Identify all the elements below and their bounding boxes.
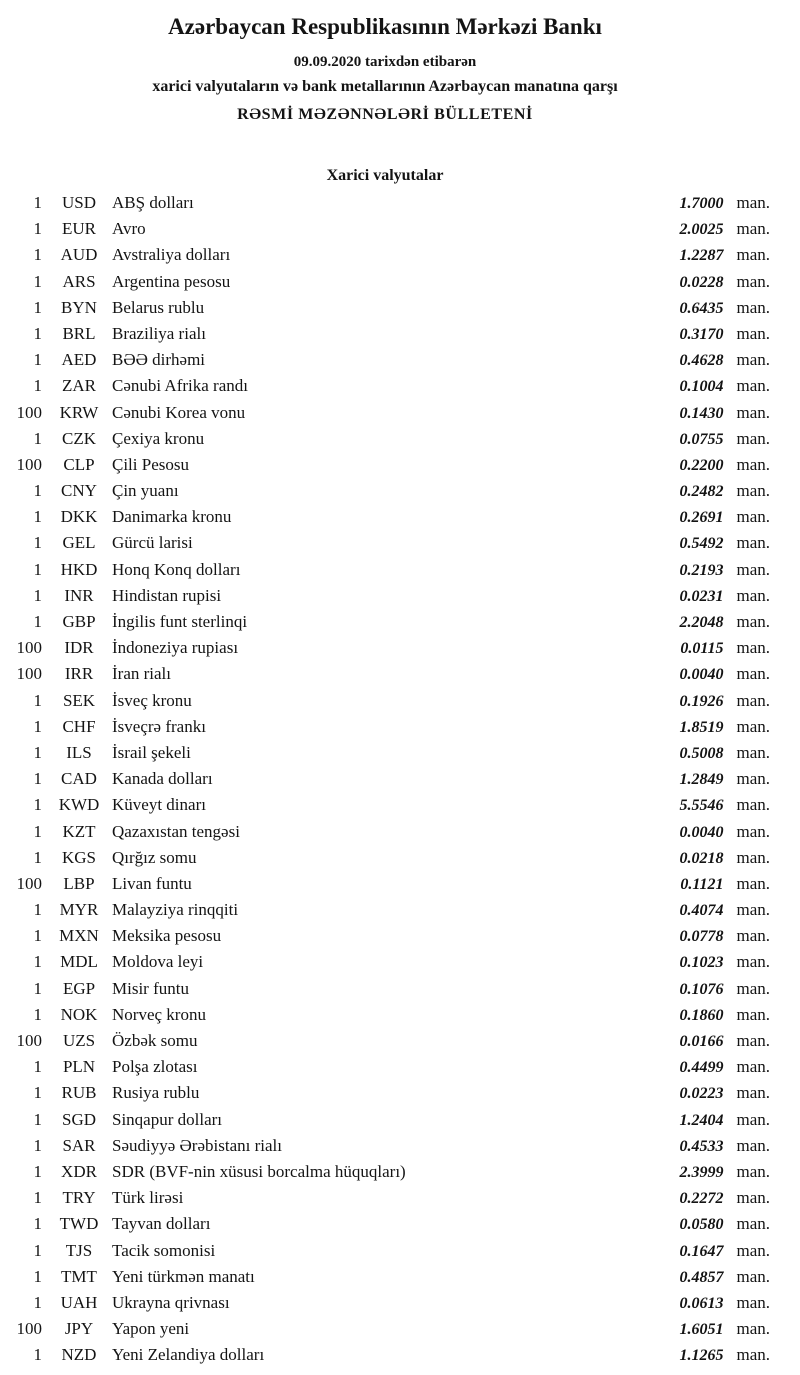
rate-row (0, 1057, 770, 1083)
rate-unit: man. (736, 769, 770, 789)
currency-code: AED (61, 350, 97, 370)
rate-row (0, 1293, 770, 1319)
rate-quantity: 1 (33, 1135, 42, 1155)
currency-code: TMT (61, 1266, 97, 1286)
currency-name: Çili Pesosu (112, 454, 189, 474)
currency-name: İsveç kronu (112, 690, 192, 710)
rate-quantity: 1 (33, 821, 42, 841)
rate-value: 1.7000 (679, 195, 724, 212)
rate-unit: man. (736, 638, 770, 658)
rate-value: 1.2287 (679, 247, 724, 265)
rate-value: 0.1647 (679, 1242, 724, 1260)
rate-unit: man. (736, 323, 770, 343)
currency-code: KGS (61, 847, 96, 867)
rate-row (0, 664, 770, 690)
rate-unit: man. (736, 219, 770, 239)
rate-row (0, 926, 770, 952)
rate-unit: man. (736, 376, 770, 396)
rate-value: 0.0755 (679, 430, 724, 448)
rate-unit: man. (736, 533, 770, 553)
rate-row (0, 1188, 770, 1214)
rate-quantity: 100 (16, 638, 42, 658)
currency-code: KZT (62, 821, 96, 841)
rate-quantity: 100 (16, 1319, 42, 1339)
rate-value: 0.2193 (679, 561, 724, 579)
rate-row (0, 324, 770, 350)
rate-row (0, 219, 770, 245)
rate-unit: man. (736, 507, 770, 527)
currency-name: Livan funtu (112, 873, 192, 893)
rate-value: 0.4074 (679, 902, 724, 920)
rate-value: 0.0613 (679, 1294, 724, 1312)
rate-quantity: 1 (33, 323, 42, 343)
currency-code: SAR (62, 1135, 96, 1155)
rate-quantity: 1 (33, 271, 42, 291)
rate-quantity: 1 (33, 795, 42, 815)
currency-name: İngilis funt sterlinqi (112, 612, 248, 631)
rate-row (0, 795, 770, 821)
rate-row (0, 743, 770, 769)
rate-quantity: 1 (33, 1214, 42, 1234)
currency-code: SGD (61, 1109, 96, 1129)
rate-value: 2.0025 (679, 221, 724, 239)
rate-quantity: 100 (16, 454, 42, 474)
rate-value: 1.2849 (679, 771, 724, 789)
rate-quantity: 1 (33, 1057, 42, 1077)
currency-name: Rusiya rublu (112, 1083, 200, 1103)
rate-row (0, 1083, 770, 1109)
currency-name: Çexiya kronu (112, 428, 205, 448)
currency-name: Meksika pesosu (112, 926, 222, 946)
rate-quantity: 1 (33, 559, 42, 579)
rate-value: 1.1265 (679, 1347, 724, 1365)
rate-value: 0.0115 (680, 640, 724, 658)
rate-quantity: 1 (33, 1004, 42, 1024)
rate-unit: man. (736, 350, 770, 370)
currency-name: İsrail şekeli (112, 742, 191, 762)
rate-unit: man. (736, 926, 770, 946)
rate-value: 0.0778 (679, 928, 724, 946)
rate-value: 0.2482 (679, 483, 724, 501)
currency-code: ARS (62, 271, 96, 291)
currency-name: Özbək somu (112, 1031, 198, 1050)
rate-row (0, 507, 770, 533)
rate-value: 2.3999 (679, 1163, 724, 1181)
rate-unit: man. (736, 1240, 770, 1260)
currency-name: İran rialı (112, 664, 171, 684)
rate-value: 0.5492 (679, 535, 724, 553)
currency-name: Honq Konq dolları (112, 559, 241, 579)
rate-unit: man. (736, 1031, 770, 1050)
rate-quantity: 1 (33, 1345, 42, 1365)
rate-unit: man. (736, 821, 770, 841)
currency-name: Yeni türkmən manatı (112, 1266, 255, 1286)
currency-code: CNY (61, 481, 97, 501)
rate-unit: man. (736, 612, 770, 631)
rate-quantity: 1 (33, 245, 42, 265)
currency-code: GEL (62, 533, 96, 553)
rate-row (0, 533, 770, 559)
rate-quantity: 1 (33, 742, 42, 762)
rate-value: 0.1121 (680, 875, 724, 893)
rate-row (0, 376, 770, 402)
rate-unit: man. (736, 402, 770, 422)
rate-quantity: 1 (33, 1292, 42, 1312)
rate-row (0, 272, 770, 298)
currency-code: PLN (62, 1057, 96, 1077)
rate-row (0, 350, 770, 376)
rate-row (0, 1162, 770, 1188)
currency-code: IDR (64, 638, 94, 658)
currency-code: TJS (65, 1240, 93, 1260)
rate-quantity: 1 (33, 350, 42, 370)
rate-unit: man. (736, 873, 770, 893)
rate-unit: man. (736, 847, 770, 867)
rate-value: 5.5546 (679, 797, 724, 815)
rate-unit: man. (736, 1266, 770, 1286)
rate-quantity: 1 (33, 1240, 42, 1260)
rate-row (0, 1214, 770, 1240)
rate-quantity: 1 (33, 952, 42, 972)
rate-value: 0.0040 (679, 823, 724, 841)
rate-quantity: 100 (16, 402, 42, 422)
rate-value: 0.4499 (679, 1059, 724, 1077)
rate-quantity: 1 (33, 1109, 42, 1129)
rate-row (0, 560, 770, 586)
rate-quantity: 1 (33, 481, 42, 501)
rate-value: 0.1004 (679, 378, 724, 396)
rate-row (0, 1241, 770, 1267)
rate-row (0, 298, 770, 324)
rate-value: 0.4628 (679, 352, 724, 370)
rate-unit: man. (736, 795, 770, 815)
rate-value: 1.8519 (679, 718, 724, 736)
currency-code: TRY (62, 1188, 96, 1208)
rate-row (0, 717, 770, 743)
rate-value: 0.1860 (679, 1006, 724, 1024)
currency-code: ILS (66, 742, 92, 762)
currency-code: CZK (62, 428, 96, 448)
currency-code: IRR (64, 664, 94, 684)
rate-unit: man. (736, 664, 770, 684)
subtitle-line: xarici valyutaların və bank metallarının Azərbaycan manatına qarşı (152, 78, 618, 95)
rate-row (0, 245, 770, 271)
currency-name: Tayvan dolları (112, 1214, 211, 1234)
rate-unit: man. (736, 1292, 770, 1312)
currency-code: MDL (60, 952, 98, 972)
rate-value: 0.2691 (679, 509, 724, 527)
rate-row (0, 193, 770, 219)
currency-code: JPY (64, 1319, 94, 1339)
currency-name: Belarus rublu (112, 297, 205, 317)
rate-quantity: 1 (33, 978, 42, 998)
rate-quantity: 1 (33, 900, 42, 920)
rate-unit: man. (736, 481, 770, 501)
rate-quantity: 100 (16, 1031, 42, 1050)
rate-row (0, 979, 770, 1005)
rate-unit: man. (736, 271, 770, 291)
rate-quantity: 1 (33, 1083, 42, 1103)
rate-row (0, 848, 770, 874)
currency-name: ABŞ dolları (112, 193, 194, 212)
rate-value: 0.1430 (679, 404, 724, 422)
currency-code: AUD (60, 245, 98, 265)
currency-name: Kanada dolları (112, 769, 213, 789)
rate-unit: man. (736, 1109, 770, 1129)
currency-code: KRW (59, 402, 99, 422)
rate-row (0, 691, 770, 717)
currency-name: Ukrayna qrivnası (112, 1292, 230, 1312)
rate-unit: man. (736, 952, 770, 972)
rate-unit: man. (736, 716, 770, 736)
currency-code: XDR (61, 1161, 97, 1181)
rate-quantity: 100 (16, 664, 42, 684)
currency-code: MXN (59, 926, 99, 946)
rate-unit: man. (736, 1083, 770, 1103)
currency-code: DKK (60, 507, 98, 527)
rate-unit: man. (736, 1319, 770, 1339)
rate-quantity: 1 (33, 1266, 42, 1286)
rate-quantity: 1 (33, 716, 42, 736)
rate-row (0, 586, 770, 612)
currency-name: Cənubi Afrika randı (112, 376, 248, 396)
rate-unit: man. (736, 245, 770, 265)
rate-unit: man. (736, 1004, 770, 1024)
bulletin-title: RƏSMİ MƏZƏNNƏLƏRİ BÜLLETENİ (237, 106, 533, 123)
rate-quantity: 1 (33, 507, 42, 527)
rate-quantity: 1 (33, 533, 42, 553)
currency-code: BYN (61, 297, 97, 317)
rate-unit: man. (736, 1161, 770, 1181)
currency-name: Cənubi Korea vonu (112, 402, 246, 422)
currency-name: SDR (BVF-nin xüsusi borcalma hüquqları) (112, 1161, 406, 1181)
rate-unit: man. (736, 900, 770, 920)
rate-value: 0.4533 (679, 1137, 724, 1155)
rate-unit: man. (736, 978, 770, 998)
currency-code: UAH (60, 1292, 98, 1312)
rate-unit: man. (736, 193, 770, 212)
rate-row (0, 403, 770, 429)
rate-unit: man. (736, 742, 770, 762)
rate-unit: man. (736, 559, 770, 579)
currency-name: Misir funtu (112, 978, 189, 998)
currency-name: Səudiyyə Ərəbistanı rialı (112, 1135, 282, 1155)
rate-quantity: 1 (33, 193, 42, 212)
rate-quantity: 1 (33, 1161, 42, 1181)
currency-code: CAD (61, 769, 97, 789)
currency-code: CLP (63, 454, 95, 474)
rate-unit: man. (736, 1345, 770, 1365)
rate-quantity: 1 (33, 219, 42, 239)
rate-value: 0.3170 (679, 325, 724, 343)
currency-name: Tacik somonisi (112, 1240, 216, 1260)
rate-quantity: 1 (33, 769, 42, 789)
currency-name: Gürcü larisi (112, 533, 193, 553)
rate-value: 0.0580 (679, 1216, 724, 1234)
rate-value: 0.0231 (679, 587, 724, 605)
currency-code: USD (61, 193, 96, 212)
rate-unit: man. (736, 454, 770, 474)
date-line: 09.09.2020 tarixdən etibarən (293, 54, 477, 70)
rate-value: 0.1076 (679, 980, 724, 998)
document-header (0, 12, 770, 125)
rate-value: 0.2272 (679, 1190, 724, 1208)
rate-unit: man. (736, 428, 770, 448)
currency-code: BRL (62, 323, 96, 343)
rate-row (0, 1136, 770, 1162)
rate-unit: man. (736, 690, 770, 710)
rate-unit: man. (736, 1214, 770, 1234)
currency-code: SEK (62, 690, 96, 710)
currency-code: UZS (62, 1031, 96, 1050)
rate-quantity: 1 (33, 585, 42, 605)
currency-name: Yapon yeni (112, 1319, 190, 1339)
currency-name: Avro (112, 219, 146, 239)
currency-code: NOK (60, 1004, 98, 1024)
rate-unit: man. (736, 297, 770, 317)
rate-quantity: 1 (33, 690, 42, 710)
currency-code: ZAR (62, 376, 96, 396)
page-title: Azərbaycan Respublikasının Mərkəzi Bankı (168, 14, 602, 39)
section-title: Xarici valyutalar (326, 167, 444, 184)
currency-name: Sinqapur dolları (112, 1109, 223, 1129)
currency-code: RUB (61, 1083, 97, 1103)
rate-row (0, 769, 770, 795)
currency-code: EGP (62, 978, 96, 998)
rate-unit: man. (736, 1135, 770, 1155)
currency-code: INR (64, 585, 94, 605)
rate-value: 0.0218 (679, 849, 724, 867)
rate-value: 0.5008 (679, 744, 724, 762)
rate-row (0, 429, 770, 455)
currency-name: Polşa zlotası (112, 1057, 198, 1077)
rate-row (0, 638, 770, 664)
currency-name: Avstraliya dolları (112, 245, 231, 265)
rate-row (0, 1267, 770, 1293)
rate-row (0, 1110, 770, 1136)
rate-row (0, 455, 770, 481)
rate-row (0, 900, 770, 926)
rate-value: 0.0223 (679, 1085, 724, 1103)
currency-name: İndoneziya rupiası (112, 638, 239, 658)
rate-quantity: 1 (33, 428, 42, 448)
currency-name: Moldova leyi (112, 952, 204, 972)
rate-quantity: 100 (16, 873, 42, 893)
rate-value: 0.1023 (679, 954, 724, 972)
currency-code: TWD (59, 1214, 99, 1234)
rate-unit: man. (736, 585, 770, 605)
rate-value: 0.6435 (679, 299, 724, 317)
currency-code: KWD (58, 795, 100, 815)
currency-code: LBP (63, 873, 95, 893)
rate-quantity: 1 (33, 376, 42, 396)
currency-name: Yeni Zelandiya dolları (112, 1345, 265, 1365)
rate-quantity: 1 (33, 926, 42, 946)
rate-quantity: 1 (33, 612, 42, 631)
rate-value: 1.2404 (679, 1111, 724, 1129)
rate-unit: man. (736, 1057, 770, 1077)
currency-code: NZD (61, 1345, 97, 1365)
currency-name: Malayziya rinqqiti (112, 900, 239, 920)
currency-code: HKD (60, 559, 98, 579)
currency-code: GBP (62, 612, 96, 631)
currency-name: Çin yuanı (112, 481, 179, 501)
rate-value: 0.2200 (679, 456, 724, 474)
rate-value: 0.0166 (679, 1033, 724, 1050)
rate-row (0, 1005, 770, 1031)
currency-name: Qazaxıstan tengəsi (112, 821, 240, 841)
currency-name: Küveyt dinarı (112, 795, 206, 815)
rate-value: 0.0040 (679, 666, 724, 684)
currency-code: MYR (59, 900, 99, 920)
rate-value: 2.2048 (679, 614, 724, 631)
currency-name: Türk lirəsi (112, 1188, 184, 1208)
currency-name: BƏƏ dirhəmi (112, 350, 206, 370)
currency-name: Hindistan rupisi (112, 585, 222, 605)
rate-value: 0.0228 (679, 273, 724, 291)
rate-row (0, 481, 770, 507)
currency-code: EUR (62, 219, 96, 239)
rate-value: 0.4857 (679, 1268, 724, 1286)
rate-unit: man. (736, 1188, 770, 1208)
rate-quantity: 1 (33, 297, 42, 317)
rate-value: 0.1926 (679, 692, 724, 710)
rate-row (0, 1031, 770, 1057)
rate-quantity: 1 (33, 1188, 42, 1208)
currency-name: Argentina pesosu (112, 271, 231, 291)
currency-name: Qırğız somu (112, 847, 197, 867)
rate-value: 1.6051 (679, 1321, 724, 1339)
rate-row (0, 1319, 770, 1345)
rate-row (0, 822, 770, 848)
currency-name: Braziliya rialı (112, 323, 206, 343)
rate-quantity: 1 (33, 847, 42, 867)
currency-name: İsveçrə frankı (112, 716, 206, 736)
rate-row (0, 612, 770, 638)
currency-name: Danimarka kronu (112, 507, 232, 527)
currency-code: CHF (62, 716, 96, 736)
rate-row (0, 874, 770, 900)
rates-table (0, 193, 770, 1371)
currency-name: Norveç kronu (112, 1004, 206, 1024)
rate-row (0, 1345, 770, 1371)
rate-row (0, 952, 770, 978)
